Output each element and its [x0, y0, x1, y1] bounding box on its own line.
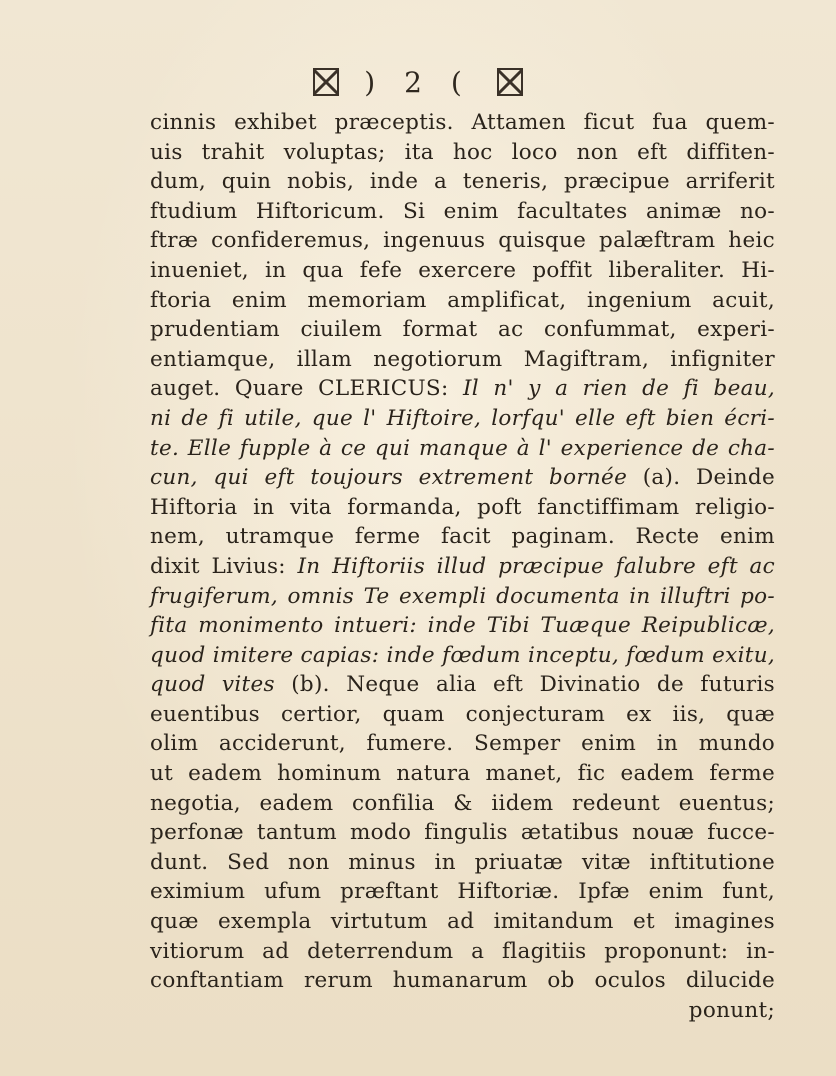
italic-quote-segment: In Hiftoriis illud præcipue falubre eft ac: [297, 553, 775, 579]
text-line: [150, 522, 775, 552]
italic-quote-segment: quod imitere capias: inde fœdum inceptu, fœdum exitu,: [150, 642, 775, 668]
text-segment: uis trahit voluptas; ita hoc loco non eft diffiten-: [150, 139, 775, 165]
italic-quote-segment: fita monimento intueri: inde Tibi Tuæque Reipublicæ,: [150, 613, 775, 639]
italic-quote-segment: frugiferum, omnis Te exempli documenta in illuftri po-: [150, 583, 775, 609]
italic-quote-segment: ni de fi utile, que l' Hiftoire, lorfqu' elle eft bien écri-: [150, 405, 775, 431]
text-line: [150, 907, 775, 937]
text-segment: eximium ufum præftant Hiftoriæ. Ipfæ enim funt,: [150, 879, 775, 905]
text-line: [150, 641, 775, 671]
text-segment: (a). Deinde: [627, 465, 775, 491]
text-line: [150, 759, 775, 789]
text-line: [150, 966, 775, 996]
text-line: [150, 463, 775, 493]
italic-quote-segment: cun, qui eft toujours extrement bornée: [150, 465, 628, 491]
ornament-left-icon: [313, 68, 339, 96]
italic-quote-segment: quod vites: [150, 672, 275, 698]
text-segment: entiamque, illam negotiorum Magiftram, infigniter: [150, 346, 775, 372]
page-number: 2: [404, 66, 432, 99]
text-line: [150, 404, 775, 434]
text-segment: (b). Neque alia eft Divinatio de futuris: [274, 672, 775, 698]
text-segment: ftudium Hiftoricum. Si enim facultates animæ no-: [150, 198, 775, 224]
body-text: [150, 108, 775, 1025]
text-line: [150, 848, 775, 878]
text-line: [150, 256, 775, 286]
text-segment: Hiftoria in vita formanda, poft fanctiffimam religio-: [150, 494, 775, 520]
text-segment: auget. Quare CLERICUS:: [150, 376, 463, 402]
text-line: [150, 138, 775, 168]
text-line: [150, 434, 775, 464]
text-line: [150, 700, 775, 730]
text-segment: negotia, eadem confilia & iidem redeunt euentus;: [150, 790, 775, 816]
text-segment: olim acciderunt, fumere. Semper enim in mundo: [150, 731, 775, 757]
text-line: [150, 286, 775, 316]
text-segment: ftoria enim memoriam amplificat, ingenium acuit,: [150, 287, 775, 313]
text-segment: perfonæ tantum modo fingulis ætatibus nouæ fucce-: [150, 820, 775, 846]
text-segment: prudentiam ciuilem format ac confummat, experi-: [150, 317, 775, 343]
page-header: [0, 66, 836, 99]
text-line: [150, 226, 775, 256]
text-segment: dunt. Sed non minus in priuatæ vitæ inftitutione: [150, 849, 775, 875]
text-segment: inueniet, in qua fefe exercere poffit liberaliter. Hi-: [150, 257, 775, 283]
italic-quote-segment: te. Elle fupple à ce qui manque à l' experience de cha-: [150, 435, 775, 461]
ornament-right-icon: [497, 68, 523, 96]
text-line: [150, 552, 775, 582]
text-line: [150, 729, 775, 759]
text-segment: ut eadem hominum natura manet, fic eadem ferme: [150, 761, 775, 787]
text-line: [150, 167, 775, 197]
text-line: [150, 789, 775, 819]
text-line: [150, 345, 775, 375]
text-line: [150, 937, 775, 967]
text-line: [150, 670, 775, 700]
text-line: [150, 108, 775, 138]
text-line: [150, 374, 775, 404]
text-line: [150, 197, 775, 227]
text-segment: vitiorum ad deterrendum a flagitiis proponunt: in-: [150, 938, 775, 964]
text-segment: conftantiam rerum humanarum ob oculos dilucide: [150, 968, 775, 994]
text-line: [150, 611, 775, 641]
text-segment: dixit Livius:: [150, 553, 298, 579]
text-line: [150, 818, 775, 848]
text-line: [150, 582, 775, 612]
text-line: [150, 996, 775, 1026]
header-left-paren: ): [364, 66, 386, 99]
text-segment: dum, quin nobis, inde a teneris, præcipue arriferit: [150, 169, 775, 195]
text-segment: ponunt;: [688, 997, 775, 1023]
text-segment: cinnis exhibet præceptis. Attamen ficut fua quem-: [150, 110, 775, 135]
text-line: [150, 493, 775, 523]
header-right-paren: (: [450, 66, 472, 99]
italic-quote-segment: Il n' y a rien de fi beau,: [462, 376, 775, 402]
text-segment: nem, utramque ferme facit paginam. Recte enim: [150, 524, 775, 550]
text-segment: ftræ confideremus, ingenuus quisque palæftram heic: [150, 228, 775, 254]
text-line: [150, 315, 775, 345]
text-segment: quæ exempla virtutum ad imitandum et imagines: [150, 909, 775, 935]
text-line: [150, 877, 775, 907]
text-segment: euentibus certior, quam conjecturam ex iis, quæ: [150, 701, 775, 727]
